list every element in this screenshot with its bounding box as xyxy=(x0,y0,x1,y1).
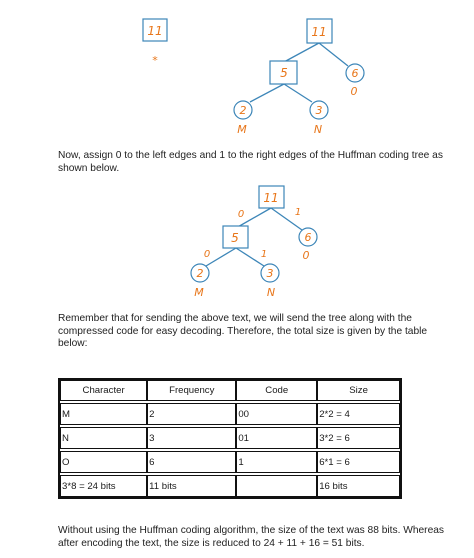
header-frequency: Frequency xyxy=(147,380,236,401)
cell-character: O xyxy=(60,451,147,473)
cell-total-character: 3*8 = 24 bits xyxy=(60,475,147,497)
paragraph-assign-edges: Now, assign 0 to the left edges and 1 to the right edges of the Huffman coding tree as shown below. xyxy=(58,150,443,174)
leaf-m-value: 2 xyxy=(239,104,247,117)
cell-code: 1 xyxy=(236,451,317,473)
edge-root-leaf-o xyxy=(319,43,348,66)
edge2-inner-right-bit: 1 xyxy=(260,249,268,260)
table-header-row xyxy=(60,380,400,401)
cell-frequency: 2 xyxy=(147,403,236,425)
table-row xyxy=(60,451,400,473)
internal-value: 5 xyxy=(280,66,288,80)
header-character: Character xyxy=(60,380,147,401)
cell-frequency: 3 xyxy=(147,427,236,449)
leaf-n-label: N xyxy=(313,123,323,136)
leaf-n-value: 3 xyxy=(315,104,323,117)
leaf2-o-label: 0 xyxy=(302,249,310,262)
lone-root-value: 11 xyxy=(147,24,163,38)
table-total-row xyxy=(60,475,400,497)
leaf2-n-label: N xyxy=(266,286,276,299)
cell-size: 6*1 = 6 xyxy=(317,451,400,473)
huffman-tree-initial xyxy=(0,0,474,150)
lone-root-mark: * xyxy=(152,54,158,67)
cell-total-size: 16 bits xyxy=(317,475,400,497)
leaf2-m-label: M xyxy=(194,286,204,299)
paragraph-conclusion: Without using the Huffman coding algorithm, the size of the text was 88 bits. Whereas after encoding the text, the size is reduced to 24 + 11 + 16 = 51 bits. xyxy=(58,525,445,549)
table-row xyxy=(60,403,400,425)
table-row xyxy=(60,427,400,449)
header-size: Size xyxy=(317,380,400,401)
leaf2-o-value: 6 xyxy=(304,231,312,244)
leaf-o-label: 0 xyxy=(350,85,358,98)
cell-size: 3*2 = 6 xyxy=(317,427,400,449)
edge-internal-leaf-m xyxy=(250,84,284,102)
edge2-internal-leaf-m xyxy=(203,248,236,266)
edge-root-internal xyxy=(284,43,319,62)
cell-total-code xyxy=(236,475,317,497)
leaf-o-value: 6 xyxy=(351,67,359,80)
edge2-root-right-bit: 1 xyxy=(294,207,302,218)
cell-code: 01 xyxy=(236,427,317,449)
edge2-root-left-bit: 0 xyxy=(237,209,245,220)
cell-character: M xyxy=(60,403,147,425)
leaf-m-label: M xyxy=(237,123,247,136)
huffman-tree-labeled xyxy=(0,178,474,308)
cell-code: 00 xyxy=(236,403,317,425)
edge-internal-leaf-n xyxy=(284,84,312,102)
paragraph-total-size: Remember that for sending the above text, we will send the tree along with the compressed code for easy decoding. Therefore, the total size is given by the table below: xyxy=(58,313,428,349)
leaf2-n-value: 3 xyxy=(266,267,274,280)
cell-total-frequency: 11 bits xyxy=(147,475,236,497)
cell-frequency: 6 xyxy=(147,451,236,473)
edge2-internal-leaf-n xyxy=(236,248,264,266)
leaf2-m-value: 2 xyxy=(196,267,204,280)
edge2-inner-left-bit: 0 xyxy=(203,249,211,260)
internal2-value: 5 xyxy=(231,231,239,245)
header-code: Code xyxy=(236,380,317,401)
cell-size: 2*2 = 4 xyxy=(317,403,400,425)
root-value: 11 xyxy=(311,25,327,39)
cell-character: N xyxy=(60,427,147,449)
size-table xyxy=(58,378,402,499)
root2-value: 11 xyxy=(263,191,279,205)
